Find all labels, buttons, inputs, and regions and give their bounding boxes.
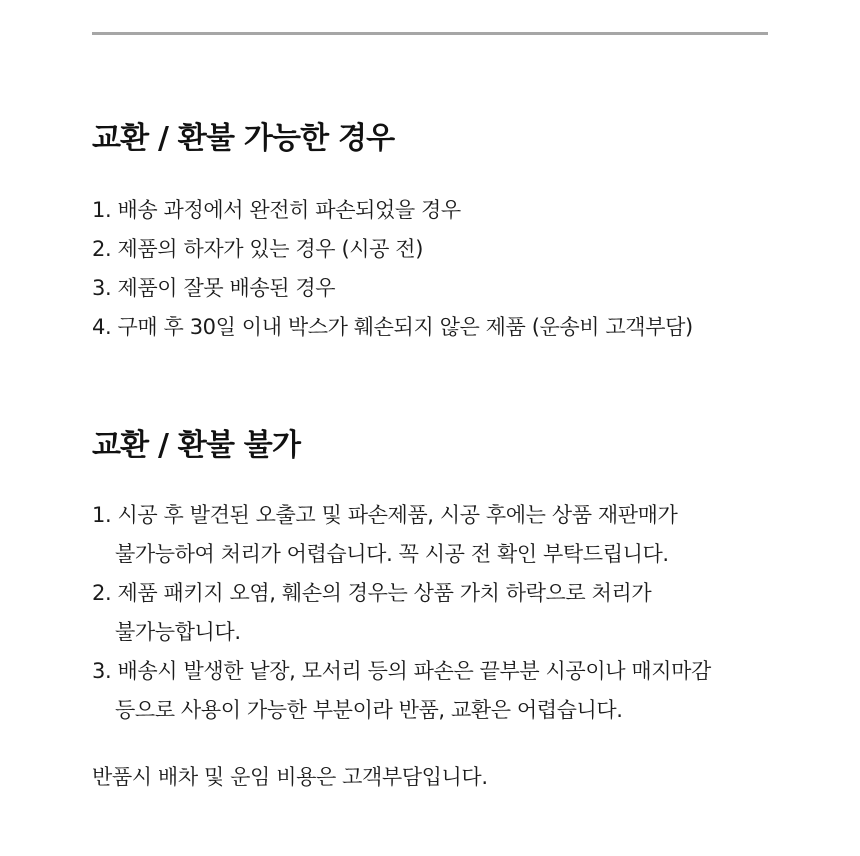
list-item-line: 3. 배송시 발생한 낱장, 모서리 등의 파손은 끝부분 시공이나 매지마감 bbox=[92, 659, 711, 683]
list-item bbox=[92, 269, 768, 308]
list-item-line: 3. 제품이 잘못 배송된 경우 bbox=[92, 276, 336, 300]
list-item bbox=[92, 652, 768, 730]
list-item bbox=[92, 574, 768, 652]
section-exchange-refund-denied bbox=[92, 427, 768, 730]
section-exchange-refund-allowed bbox=[92, 120, 768, 347]
list-item-line: 4. 구매 후 30일 이내 박스가 훼손되지 않은 제품 (운송비 고객부담) bbox=[92, 315, 693, 339]
list-item-line-continuation: 불가능합니다. bbox=[115, 620, 241, 644]
list-item-line: 1. 배송 과정에서 완전히 파손되었을 경우 bbox=[92, 198, 461, 222]
list-item bbox=[92, 308, 768, 347]
list-item bbox=[92, 496, 768, 574]
footer-note: 반품시 배차 및 운임 비용은 고객부담입니다. bbox=[92, 765, 488, 789]
list-item-line: 2. 제품 패키지 오염, 훼손의 경우는 상품 가치 하락으로 처리가 bbox=[92, 581, 652, 605]
list-item bbox=[92, 230, 768, 269]
denied-list bbox=[92, 496, 768, 730]
section-heading-allowed: 교환 / 환불 가능한 경우 bbox=[92, 121, 395, 156]
allowed-list bbox=[92, 191, 768, 347]
top-divider bbox=[92, 32, 768, 35]
list-item-line: 2. 제품의 하자가 있는 경우 (시공 전) bbox=[92, 237, 423, 261]
list-item-line-continuation: 불가능하여 처리가 어렵습니다. 꼭 시공 전 확인 부탁드립니다. bbox=[115, 542, 669, 566]
list-item-line: 1. 시공 후 발견된 오출고 및 파손제품, 시공 후에는 상품 재판매가 bbox=[92, 503, 678, 527]
section-heading-denied: 교환 / 환불 불가 bbox=[92, 428, 301, 463]
list-item-line-continuation: 등으로 사용이 가능한 부분이라 반품, 교환은 어렵습니다. bbox=[115, 698, 623, 722]
list-item bbox=[92, 191, 768, 230]
